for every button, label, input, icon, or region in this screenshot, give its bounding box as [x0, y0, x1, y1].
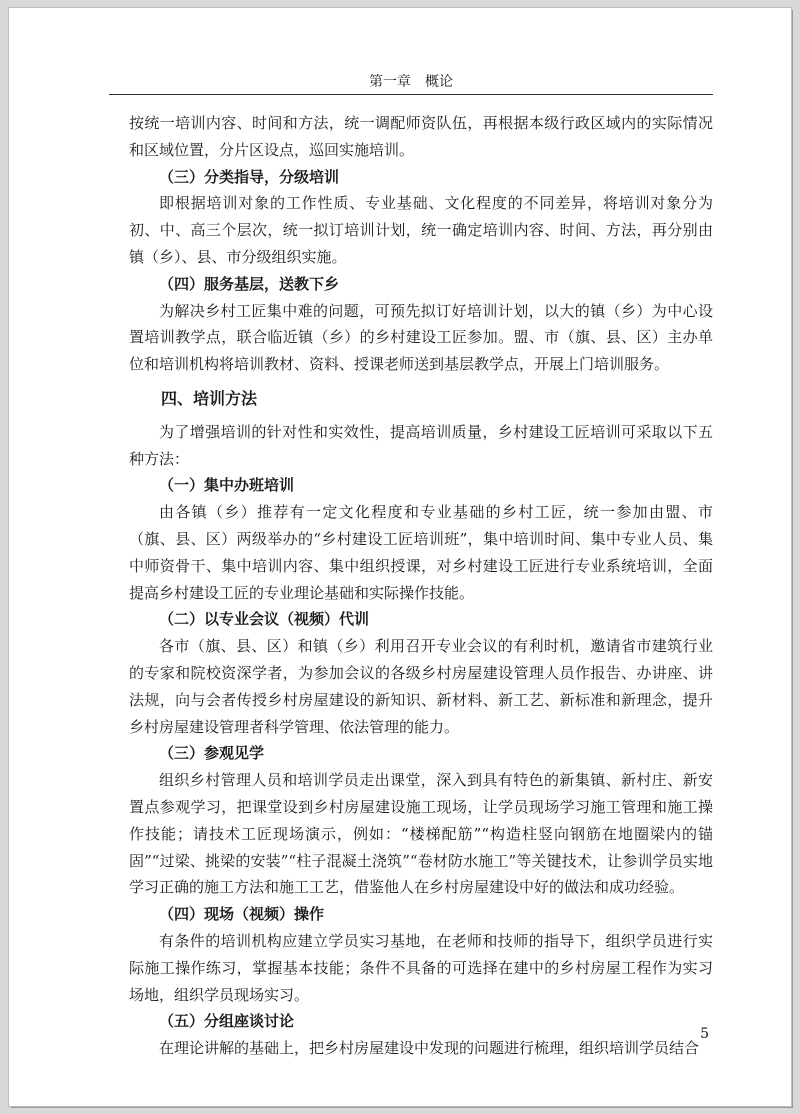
- subheading: （四）现场（视频）操作: [159, 905, 325, 924]
- subheading: （五）分组座谈讨论: [159, 1012, 295, 1031]
- paragraph: 在理论讲解的基础上，把乡村房屋建设中发现的问题进行梳理，组织培训学员结合: [159, 1039, 700, 1058]
- subheading: （一）集中办班培训: [159, 476, 295, 495]
- paragraph: 即根据培训对象的工作性质、专业基础、文化程度的不同差异，将培训对象分为初、中、高三个层次，统一拟订培训计划，统一确定培训内容、时间、方法，再分别由镇（乡）、县、市分级组织实施。: [129, 194, 713, 266]
- paragraph: 由各镇（乡）推荐有一定文化程度和专业基础的乡村工匠，统一参加由盟、市（旗、县、区）两级举办的“乡村建设工匠培训班”，集中培训时间、集中专业人员、集中师资骨干、集中培训内容、集中组织授课，对乡村建设工匠进行专业系统培训，全面提高乡村建设工匠的专业理论基础和实际操作技能。: [129, 503, 713, 602]
- document-page: [9, 8, 791, 1106]
- subheading: （二）以专业会议（视频）代训: [159, 610, 370, 629]
- paragraph: 各市（旗、县、区）和镇（乡）利用召开专业会议的有利时机，邀请省市建筑行业的专家和院校资深学者，为参加会议的各级乡村房屋建设管理人员作报告、办讲座、讲法规，向与会者传授乡村房屋建设的新知识、新材料、新工艺、新标准和新理念，提升乡村房屋建设管理者科学管理、依法管理的能力。: [129, 637, 713, 736]
- running-header: 第一章 概论: [109, 72, 713, 95]
- paragraph: 组织乡村管理人员和培训学员走出课堂，深入到具有特色的新集镇、新村庄、新安置点参观学习，把课堂设到乡村房屋建设施工现场，让学员现场学习施工管理和施工操作技能；请技术工匠现场演示，例如：“楼梯配筋”“构造柱竖向钢筋在地圈梁内的锚固”“过梁、挑梁的安装”“柱子混凝土浇筑”“卷材防水施工”等关键技术，让参训学员实地学习正确的施工方法和施工工艺，借鉴他人在乡村房屋建设中好的做法和成功经验。: [129, 771, 713, 897]
- paragraph: 按统一培训内容、时间和方法，统一调配师资队伍，再根据本级行政区域内的实际情况和区域位置，分片区设点，巡回实施培训。: [129, 114, 713, 159]
- subheading: （四）服务基层，送教下乡: [159, 274, 340, 293]
- paragraph: 为解决乡村工匠集中难的问题，可预先拟订好培训计划，以大的镇（乡）为中心设置培训教学点，联合临近镇（乡）的乡村建设工匠参加。盟、市（旗、县、区）主办单位和培训机构将培训教材、资料、授课老师送到基层教学点，开展上门培训服务。: [129, 301, 713, 374]
- paragraph: 有条件的培训机构应建立学员实习基地，在老师和技师的指导下，组织学员进行实际施工操作练习，掌握基本技能；条件不具备的可选择在建中的乡村房屋工程作为实习场地，组织学员现场实习。: [129, 931, 713, 1004]
- page-body: [129, 110, 713, 1062]
- subheading: （三）分类指导，分级培训: [159, 167, 340, 186]
- paragraph: 为了增强培训的针对性和实效性，提高培训质量，乡村建设工匠培训可采取以下五种方法：: [129, 422, 713, 468]
- page-number: 5: [700, 1026, 709, 1042]
- subheading: （三）参观见学: [159, 744, 265, 763]
- section-heading: 四、培训方法: [161, 388, 258, 408]
